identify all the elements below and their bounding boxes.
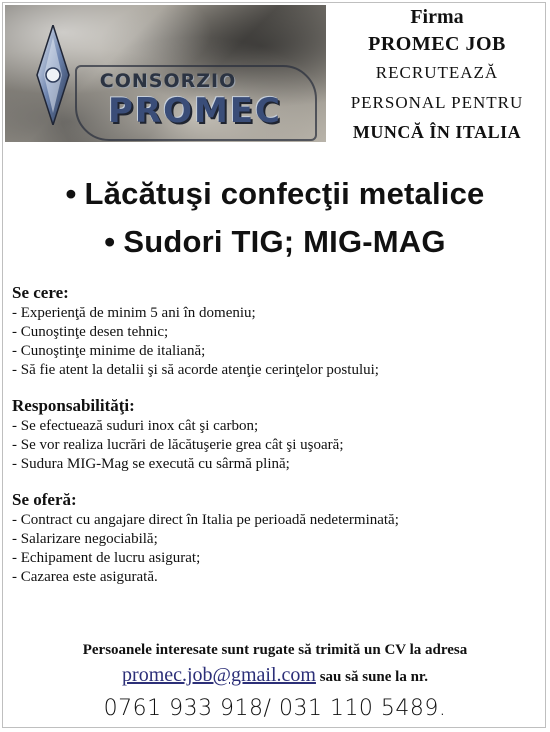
header-firma: Firma [410,6,464,28]
bullet-icon: • [65,176,77,211]
header-line-2: PERSONAL PENTRU [350,93,524,112]
list-item: - Salarizare negociabilă; [12,531,158,547]
section-title: Se oferă: [12,490,77,509]
list-item: - Se efectuează suduri inox cât şi carbon; [12,418,259,434]
list-item: - Contract cu angajare direct în Italia pe perioadă nedeterminată; [12,512,399,528]
list-item: - Sudura MIG-Mag se execută cu sârmă plină; [12,456,290,472]
job-title [0,218,550,266]
email-link[interactable]: promec.job@gmail.com [122,664,316,686]
contact-line [0,662,550,690]
bullet-icon: • [104,224,116,259]
section-requirements [12,282,542,380]
list-item: - Să fie atent la detalii şi să acorde atenţie cerinţelor postului; [12,362,379,378]
section-responsibilities [12,395,542,474]
list-item: - Cazarea este asigurată. [12,569,158,585]
requirements-sections [12,282,542,602]
list-item: - Echipament de lucru asigurat; [12,550,201,566]
company-logo [5,5,326,142]
list-item: - Cunoştinţe minime de italiană; [12,343,206,359]
section-title: Se cere: [12,283,69,302]
header-text [330,4,544,146]
contact-after-email: sau să sune la nr. [315,669,428,685]
job-title-text: Sudori TIG; MIG-MAG [123,224,446,259]
list-item: - Se vor realiza lucrări de lăcătuşerie grea cât şi uşoară; [12,437,344,453]
section-title: Responsabilităţi: [12,396,135,415]
job-title [0,170,550,218]
logo-subtitle: CONSORZIO [99,70,237,92]
logo-title: PROMEC [107,91,282,131]
header-line-1: RECRUTEAZĂ [375,63,499,82]
contact-intro: Persoanele interesate sunt rugate să trimită un CV la adresa [82,642,468,658]
job-title-text: Lăcătuşi confecţii metalice [84,176,485,211]
logo-emblem-icon [35,25,71,125]
list-item: - Cunoştinţe desen tehnic; [12,324,169,340]
header-line-3: MUNCĂ ÎN ITALIA [352,122,522,142]
job-titles [0,170,550,266]
header-company: PROMEC JOB [368,33,506,55]
section-offer [12,489,542,587]
list-item: - Experienţă de minim 5 ani în domeniu; [12,305,256,321]
phone-numbers: 0761 933 918/ 031 110 5489. [103,696,447,721]
